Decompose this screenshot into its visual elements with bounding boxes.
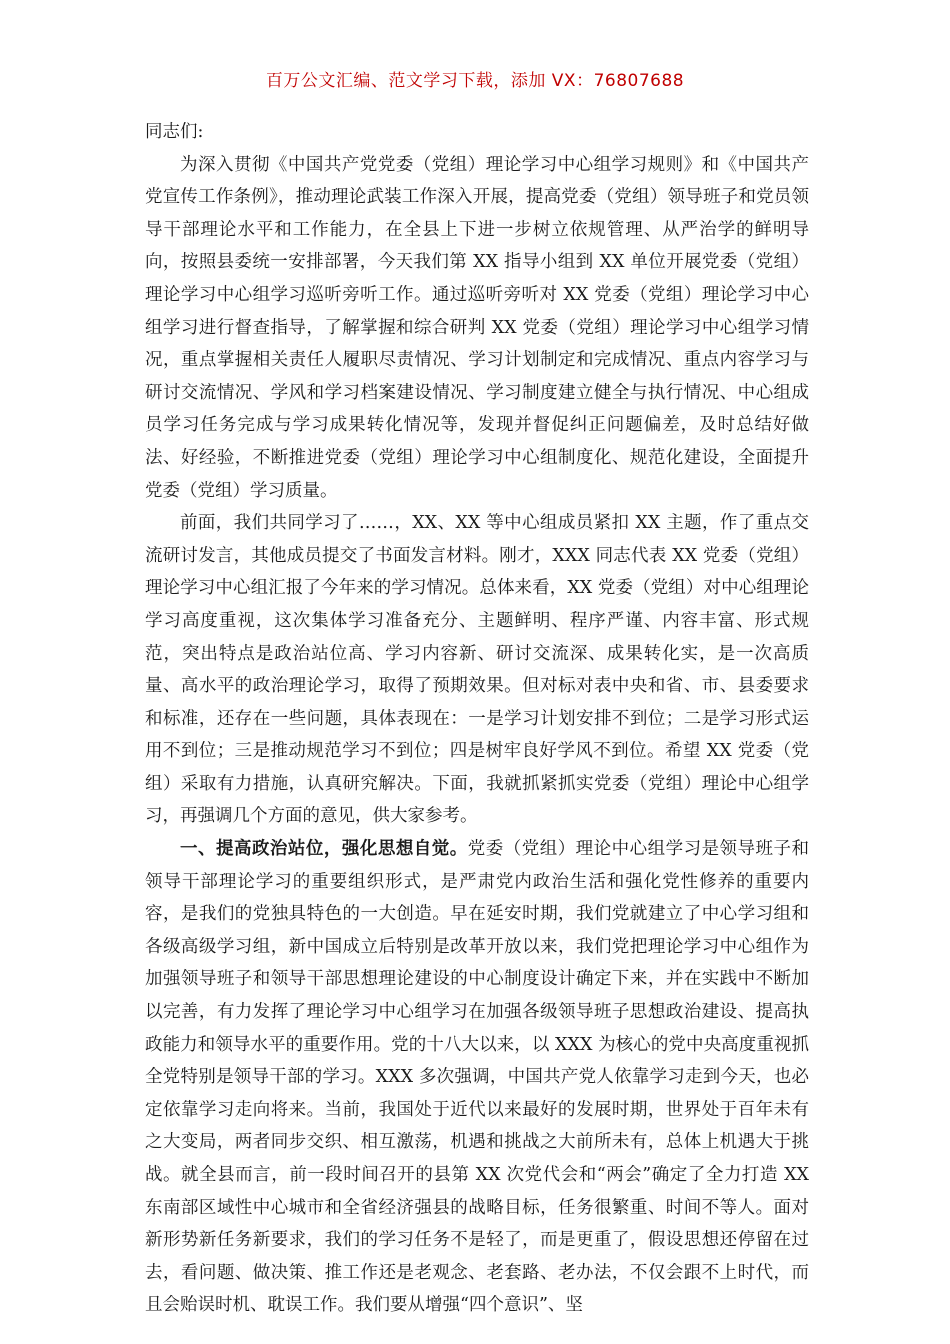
paragraph-intro: 为深入贯彻《中国共产党党委（党组）理论学习中心组学习规则》和《中国共产党宣传工作条例》，推动理论武装工作深入开展，提高党委（党组）领导班子和党员领导干部理论水平和工作能力，在全县上下进一步树立依规管理、从严治学的鲜明导向，按照县委统一安排部署，今天我们第 XX 指导小组到 XX 单位开展党委（党组）理论学习中心组学习巡听旁听工作。通过巡听旁听对 XX 党委（党组）理论学习中心组学习进行督查指导，了解掌握和综合研判 XX 党委（党组）理论学习中心组学习情况，重点掌握相关责任人履职尽责情况、学习计划制定和完成情况、重点内容学习与研讨交流情况、学风和学习档案建设情况、学习制度建立健全与执行情况、中心组成员学习任务完成与学习成果转化情况等，发现并督促纠正问题偏差，及时总结好做法、好经验，不断推进党委（党组）理论学习中心组制度化、规范化建设，全面提升党委（党组）学习质量。 <box>145 154 809 501</box>
document-body <box>145 116 809 1322</box>
paragraph-summary: 前面，我们共同学习了……，XX、XX 等中心组成员紧扣 XX 主题，作了重点交流研讨发言，其他成员提交了书面发言材料。刚才，XXX 同志代表 XX 党委（党组）理论学习中心组汇报了今年来的学习情况。总体来看，XX 党委（党组）对中心组理论学习高度重视，这次集体学习准备充分、主题鲜明、程序严谨、内容丰富、形式规范，突出特点是政治站位高、学习内容新、研讨交流深、成果转化实，是一次高质量、高水平的政治理论学习，取得了预期效果。但对标对表中央和省、市、县委要求和标准，还存在一些问题，具体表现在：一是学习计划安排不到位；二是学习形式运用不到位；三是推动规范学习不到位；四是树牢良好学风不到位。希望 XX 党委（党组）采取有力措施，认真研究解决。下面，我就抓紧抓实党委（党组）理论中心组学习，再强调几个方面的意见，供大家参考。 <box>145 513 809 827</box>
section-1-heading: 一、提高政治站位，强化思想自觉。 <box>180 839 468 860</box>
header-banner: 百万公文汇编、范文学习下载，添加 VX：76807688 <box>265 71 685 91</box>
section-1-body: 党委（党组）理论中心组学习是领导班子和领导干部理论学习的重要组织形式，是严肃党内政治生活和强化党性修养的重要内容，是我们的党独具特色的一大创造。早在延安时期，我们党就建立了中心学习组和各级高级学习组，新中国成立后特别是改革开放以来，我们党把理论学习中心组作为加强领导班子和领导干部思想理论建设的中心制度设计确定下来，并在实践中不断加以完善，有力发挥了理论学习中心组学习在加强各级领导班子思想政治建设、提高执政能力和领导水平的重要作用。党的十八大以来，以 XXX 为核心的党中央高度重视抓全党特别是领导干部的学习。XXX 多次强调，中国共产党人依靠学习走到今天，也必定依靠学习走向将来。当前，我国处于近代以来最好的发展时期，世界处于百年未有之大变局，两者同步交织、相互激荡，机遇和挑战之大前所未有，总体上机遇大于挑战。就全县而言，前一段时间召开的县第 XX 次党代会和“两会”确定了全力打造 XX 东南部区域性中心城市和全省经济强县的战略目标，任务很繁重、时间不等人。面对新形势新任务新要求，我们的学习任务不是轻了，而是更重了，假设思想还停留在过去，看问题、做决策、推工作还是老观念、老套路、老办法，不仅会跟不上时代，而且会贻误时机、耽误工作。我们要从增强“四个意识”、坚 <box>145 839 809 1316</box>
salutation: 同志们: <box>145 122 204 142</box>
paragraph-section-1 <box>145 833 809 1322</box>
